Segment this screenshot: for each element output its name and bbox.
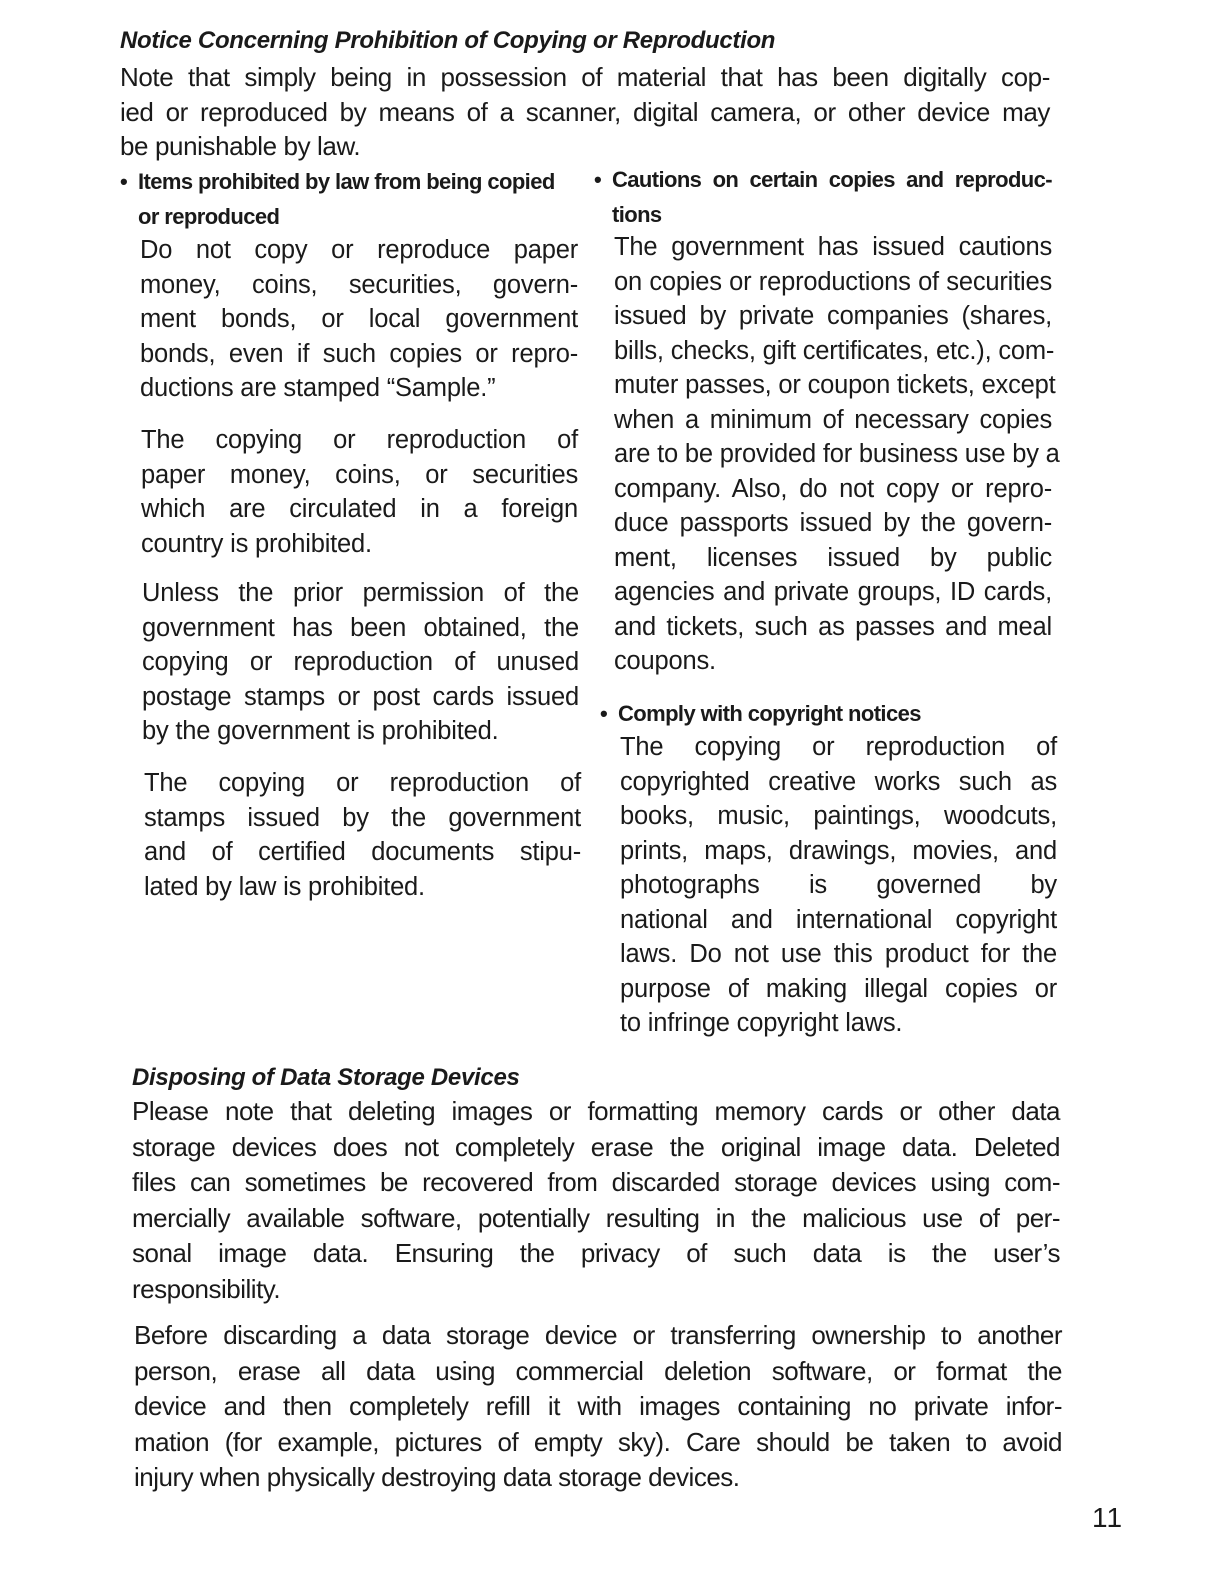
notice-title: Notice Concerning Prohibition of Copying or Reproduction bbox=[120, 27, 776, 54]
disposing-paragraph-1: Please note that deleting images or formatting memory cards or other data storage devices does not completely erase the original image data. Deleted files can sometimes be recovered from discarded storage devices using com- mercially available software, potentially resulting in the malicious use of per- sonal image data. Ensuring the privacy of such data is the user’s responsibility. bbox=[132, 1096, 1060, 1304]
intro-line: Note that simply being in possession of material that has been digitally cop- bbox=[120, 62, 1050, 92]
bullet-icon: • bbox=[594, 167, 602, 192]
page-number: 11 bbox=[1092, 1502, 1124, 1533]
disposing-title: Disposing of Data Storage Devices bbox=[132, 1064, 520, 1091]
bullet-icon: • bbox=[120, 169, 128, 194]
notice-intro bbox=[120, 60, 1050, 164]
cautions-bullet-heading: • Cautions on certain copies and reproduc- tions bbox=[612, 162, 1052, 232]
left-paragraph-1: Do not copy or reproduce paper money, coins, securities, govern- ment bonds, or local government bonds, even if such copies or repro- ductions are stamped “Sample.” bbox=[140, 236, 578, 402]
left-bullet-heading: • Items prohibited by law from being copied or reproduced bbox=[138, 164, 555, 234]
left-paragraph-4: The copying or reproduction of stamps issued by the government and of certified documents stipu- lated by law is prohibited. bbox=[144, 769, 581, 901]
cautions-paragraph: The government has issued cautions on copies or reproductions of securities issued by private companies (shares, bills, checks, gift certificates, etc.), com- muter passes, or coupon tickets, except when a minimum of necessary copies are to be provided for business use by a company. Also, do not copy or repro- duce passports issued by the govern- ment, licenses issued by public agencies and private groups, ID cards, and tickets, such as passes and meal coupons. bbox=[614, 233, 1060, 675]
intro-line: ied or reproduced by means of a scanner, digital camera, or other device may bbox=[120, 96, 1050, 127]
left-paragraph-3: Unless the prior permission of the government has been obtained, the copying or reproduction of unused postage stamps or post cards issued by the government is prohibited. bbox=[142, 579, 579, 745]
left-paragraph-2: The copying or reproduction of paper money, coins, or securities which are circulated in a foreign country is prohibited. bbox=[141, 426, 578, 558]
bullet-icon: • bbox=[600, 701, 608, 726]
copyright-paragraph: The copying or reproduction of copyrighted creative works such as books, music, paintings, woodcuts, prints, maps, drawings, movies, and photographs is governed by national and international copyright laws. Do not use this product for the purpose of making illegal copies or to infringe copyright laws. bbox=[620, 733, 1057, 1037]
intro-line: be punishable by law. bbox=[120, 131, 361, 161]
copyright-bullet-heading: • Comply with copyright notices bbox=[618, 696, 921, 731]
disposing-paragraph-2: Before discarding a data storage device or transferring ownership to another person, erase all data using commercial deletion software, or format the device and then completely refill it with images containing no private infor- mation (for example, pictures of empty sky). Care should be taken to avoid injury when physically destroying data storage devices. bbox=[134, 1320, 1062, 1492]
